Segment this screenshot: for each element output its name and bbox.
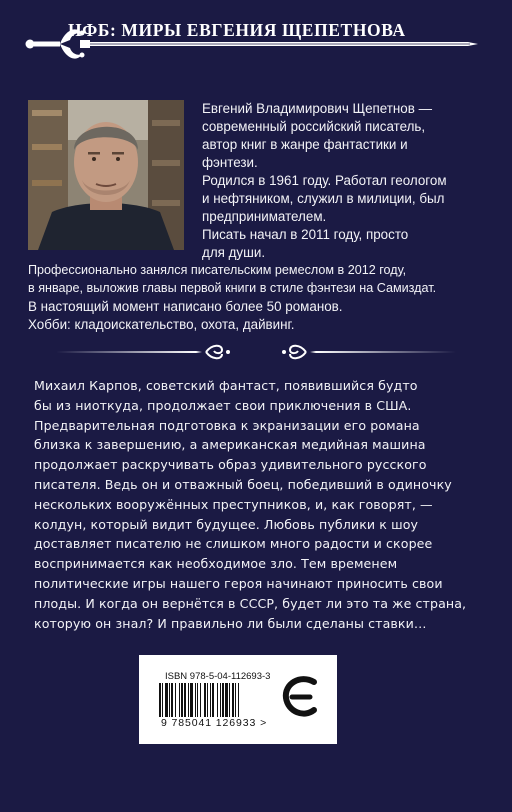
book-description	[34, 376, 484, 633]
isbn-label: ISBN 978-5-04-112693-3	[165, 671, 271, 682]
description-line: плоды. И когда он вернётся в СССР, будет ли это та же страна,	[34, 595, 467, 611]
bio-line: Хобби: кладоискательство, охота, дайвинг.	[28, 317, 295, 332]
bio-line: предпринимателем.	[202, 209, 327, 224]
bio-line: Профессионально занялся писательским ремеслом в 2012 году,	[28, 263, 407, 277]
bio-line: автор книг в жанре фантастики и	[202, 137, 408, 152]
description-line: колдун, который видит будущее. Любовь публики к шоу	[34, 516, 419, 532]
bio-line: современный российский писатель,	[202, 119, 426, 134]
bio-line: Писать начал в 2011 году, просто	[202, 227, 409, 242]
ornament-divider-icon	[56, 340, 456, 364]
description-line: бы из ниоткуда, продолжает свои приключения в США.	[34, 397, 412, 413]
bio-line: фэнтези.	[202, 155, 258, 170]
barcode-icon	[159, 683, 271, 717]
description-line: продолжает раскручивать образ удивительного русского	[34, 457, 427, 473]
description-line: воспринимается как необходимое зло. Тем временем	[34, 556, 398, 572]
description-line: Предварительная подготовка к экранизации его романа	[34, 417, 420, 433]
description-line: политические игры нашего героя начинают приносить свои	[34, 575, 443, 591]
description-line: доставляет писателю не слишком много радости и скорее	[34, 536, 433, 552]
description-line: близка к завершению, а американская медийная машина	[34, 437, 426, 453]
bio-line: и нефтяником, служил в милиции, был	[202, 191, 445, 206]
series-title: НФБ: МИРЫ ЕВГЕНИЯ ЩЕПЕТНОВА	[68, 20, 406, 40]
description-line: Михаил Карпов, советский фантаст, появившийся будто	[34, 378, 418, 393]
description-line: писателя. Ведь он и отважный боец, победивший в одиночку	[34, 476, 452, 492]
author-photo	[28, 100, 184, 250]
series-header	[0, 0, 512, 62]
bio-line: Родился в 1961 году. Работал геологом	[202, 173, 447, 188]
bio-line: для души.	[202, 245, 266, 260]
bio-line: В настоящий момент написано более 50 романов.	[28, 299, 343, 314]
barcode-digits: 9 785041 126933 >	[161, 717, 268, 729]
bio-line: в январе, выложив главы первой книги в стиле фэнтези на Самиздат.	[28, 281, 437, 295]
bio-line: Евгений Владимирович Щепетнов —	[202, 101, 432, 116]
description-line: которую он знал? И правильно ли были сделаны ставки…	[34, 615, 427, 631]
publisher-logo-icon	[280, 672, 320, 722]
description-line: нескольких вооружённых преступников, и, как говорят, —	[34, 496, 433, 512]
